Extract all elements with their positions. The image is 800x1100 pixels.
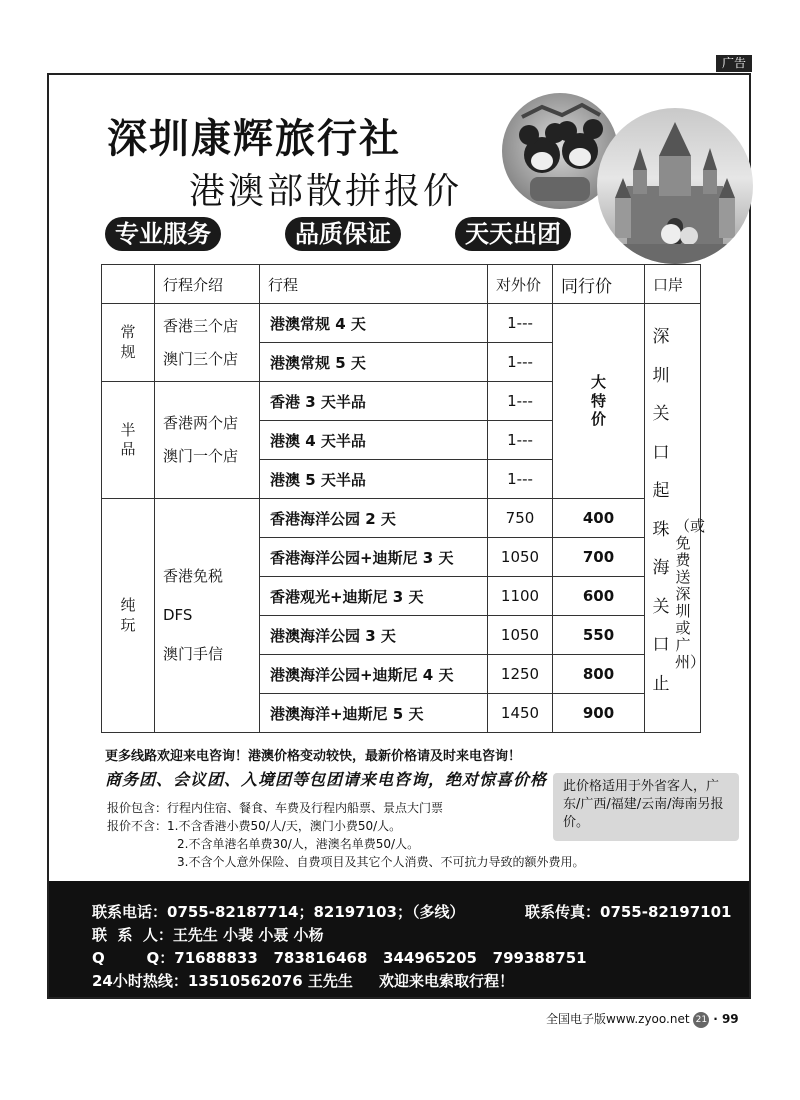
included-text: 行程内住宿、餐食、车费及行程内船票、景点大门票 [167, 801, 444, 815]
peer-price-cell: 800 [553, 655, 645, 694]
header-route: 行程 [260, 265, 488, 304]
route-cell: 港澳 5 天半品 [260, 460, 488, 499]
ad-frame [47, 73, 751, 999]
badge-quality-guarantee: 品质保证 [285, 217, 401, 251]
external-price-cell: 1--- [488, 382, 553, 421]
group-promo: 商务团、会议团、入境团等包团请来电咨询，绝对惊喜价格 [105, 770, 548, 789]
company-name: 深圳康辉旅行社 [107, 116, 401, 162]
route-cell: 港澳常规 4 天 [260, 304, 488, 343]
more-routes-note: 更多线路欢迎来电咨询！港澳价格变动较快，最新价格请及时来电咨询！ [105, 749, 522, 764]
external-price-cell: 1250 [488, 655, 553, 694]
header-port: 口岸 [645, 265, 701, 304]
category-half: 半 品 [102, 382, 155, 499]
category-pure: 纯 玩 [102, 499, 155, 733]
excluded-label: 报价不含： [107, 819, 168, 833]
included-label: 报价包含： [107, 801, 168, 815]
page-footer [546, 1010, 739, 1028]
external-price-cell: 1--- [488, 304, 553, 343]
peer-price-cell: 700 [553, 538, 645, 577]
badge-professional-service: 专业服务 [105, 217, 221, 251]
price-table [101, 264, 706, 733]
category-regular: 常 规 [102, 304, 155, 382]
intro-pure: 香港免税 DFS 澳门手信 [155, 499, 260, 733]
external-price-cell: 1100 [488, 577, 553, 616]
port-note: （或免费送深圳或广州） [675, 517, 706, 671]
external-price-cell: 1--- [488, 343, 553, 382]
external-price-cell: 1050 [488, 538, 553, 577]
table-row [102, 499, 701, 538]
port-cell [645, 304, 706, 733]
route-cell: 港澳海洋公园+迪斯尼 4 天 [260, 655, 488, 694]
special-price-label: 大 特 价 [553, 304, 645, 499]
subtitle: 港澳部散拼报价 [189, 171, 463, 212]
badge-daily-departure: 天天出团 [455, 217, 571, 251]
header-intro: 行程介绍 [155, 265, 260, 304]
excluded-item: 1.不含香港小费50/人/天，澳门小费50/人。 [167, 819, 402, 833]
ad-tag: 广告 [716, 55, 752, 72]
port-text: 深圳关口起珠海关口止 [652, 327, 670, 694]
external-price-cell: 1050 [488, 616, 553, 655]
route-cell: 港澳海洋+迪斯尼 5 天 [260, 694, 488, 733]
excluded-item: 2.不含单港名单费30/人，港澳名单费50/人。 [177, 837, 420, 851]
route-cell: 香港海洋公园 2 天 [260, 499, 488, 538]
route-cell: 香港 3 天半品 [260, 382, 488, 421]
table-header-row [102, 265, 701, 304]
contact-panel [49, 881, 749, 997]
intro-regular: 香港三个店 澳门三个店 [155, 304, 260, 382]
contact-fax: 联系传真：0755-82197101 [525, 903, 732, 921]
route-cell: 香港观光+迪斯尼 3 天 [260, 577, 488, 616]
footer-site: 全国电子版www.zyoo.net [546, 1012, 690, 1026]
external-price-cell: 1450 [488, 694, 553, 733]
header-blank [102, 265, 155, 304]
external-price-cell: 750 [488, 499, 553, 538]
route-cell: 港澳常规 5 天 [260, 343, 488, 382]
footer-badge: 21 [693, 1012, 709, 1028]
excluded-row [107, 817, 584, 835]
price-terms [107, 799, 584, 871]
page-number: · 99 [713, 1012, 739, 1026]
table-row [102, 304, 701, 343]
external-price-cell: 1--- [488, 421, 553, 460]
external-price-cell: 1--- [488, 460, 553, 499]
included-row [107, 799, 584, 817]
peer-price-cell: 550 [553, 616, 645, 655]
contact-people: 联 系 人：王先生 小裴 小聂 小杨 [92, 926, 324, 944]
contact-hotline: 24小时热线：13510562076 王先生 欢迎来电索取行程！ [92, 972, 515, 990]
route-cell: 港澳海洋公园 3 天 [260, 616, 488, 655]
out-of-province-note: 此价格适用于外省客人，广东/广西/福建/云南/海南另报价。 [553, 773, 739, 841]
peer-price-cell: 600 [553, 577, 645, 616]
excluded-item: 3.不含个人意外保险、自费项目及其它个人消费、不可抗力导致的额外费用。 [177, 855, 585, 869]
castle-photo [597, 108, 753, 264]
intro-half: 香港两个店 澳门一个店 [155, 382, 260, 499]
header-external-price: 对外价 [488, 265, 553, 304]
header-peer-price: 同行价 [553, 265, 645, 304]
contact-qq: Q Q：71688833 783816468 344965205 799388751 [92, 949, 587, 967]
route-cell: 港澳 4 天半品 [260, 421, 488, 460]
route-cell: 香港海洋公园+迪斯尼 3 天 [260, 538, 488, 577]
contact-phone: 联系电话：0755-82187714；82197103；（多线） [92, 903, 465, 921]
peer-price-cell: 400 [553, 499, 645, 538]
peer-price-cell: 900 [553, 694, 645, 733]
